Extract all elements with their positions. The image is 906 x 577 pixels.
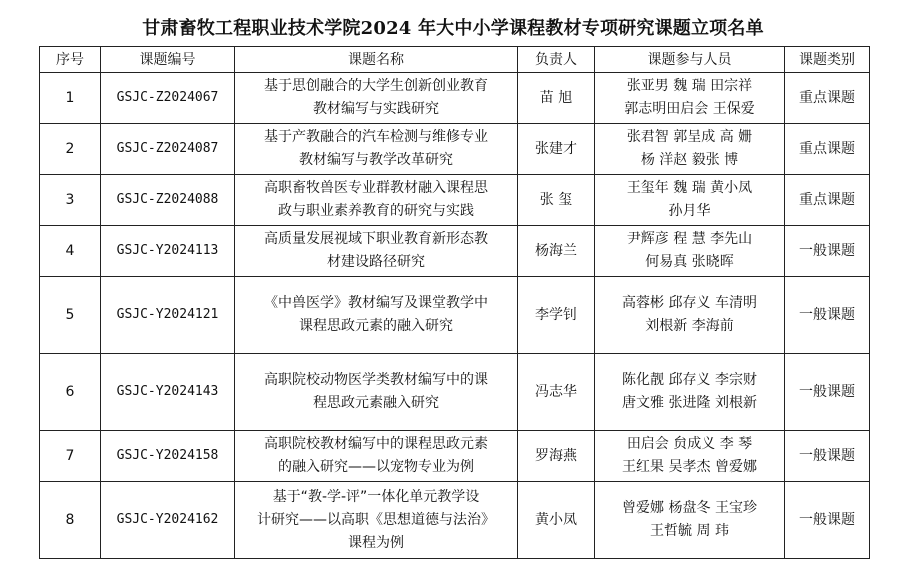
- row-name: 基于“教-学-评”一体化单元教学设 计研究——以高职《思想道德与法治》 课程为例: [235, 482, 518, 559]
- table-row: [40, 482, 870, 559]
- table-row: [40, 175, 870, 226]
- row-no: 2: [40, 124, 101, 175]
- row-leader: 罗海燕: [518, 431, 595, 482]
- row-name: 基于思创融合的大学生创新创业教育 教材编写与实践研究: [235, 73, 518, 124]
- row-no: 4: [40, 226, 101, 277]
- row-code: GSJC-Y2024143: [101, 354, 235, 431]
- row-members: 曾爱娜 杨盘冬 王宝珍 王哲毓 周 玮: [595, 482, 785, 559]
- row-code: GSJC-Y2024162: [101, 482, 235, 559]
- table-row: [40, 226, 870, 277]
- row-no: 5: [40, 277, 101, 354]
- row-members: 田启会 贠成义 李 琴 王红果 吴孝杰 曾爱娜: [595, 431, 785, 482]
- header-code: 课题编号: [101, 47, 235, 73]
- row-code: GSJC-Z2024067: [101, 73, 235, 124]
- row-name: 高职院校动物医学类教材编写中的课 程思政元素融入研究: [235, 354, 518, 431]
- header-leader: 负责人: [518, 47, 595, 73]
- row-leader: 张建才: [518, 124, 595, 175]
- row-no: 3: [40, 175, 101, 226]
- row-name: 高职畜牧兽医专业群教材融入课程思 政与职业素养教育的研究与实践: [235, 175, 518, 226]
- row-members: 高蓉彬 邱存义 车清明 刘根新 李海前: [595, 277, 785, 354]
- row-leader: 冯志华: [518, 354, 595, 431]
- row-name: 高职院校教材编写中的课程思政元素 的融入研究——以宠物专业为例: [235, 431, 518, 482]
- row-members: 尹辉彦 程 慧 李先山 何易真 张晓晖: [595, 226, 785, 277]
- table-row: [40, 354, 870, 431]
- row-no: 6: [40, 354, 101, 431]
- header-members: 课题参与人员: [595, 47, 785, 73]
- row-leader: 张 玺: [518, 175, 595, 226]
- row-name: 高质量发展视域下职业教育新形态教 材建设路径研究: [235, 226, 518, 277]
- row-code: GSJC-Y2024113: [101, 226, 235, 277]
- row-category: 一般课题: [785, 354, 870, 431]
- table-row: [40, 277, 870, 354]
- row-no: 7: [40, 431, 101, 482]
- document-title: 甘肃畜牧工程职业技术学院2024 年大中小学课程教材专项研究课题立项名单: [142, 18, 764, 39]
- row-members: 陈化靓 邱存义 李宗财 唐文雅 张进隆 刘根新: [595, 354, 785, 431]
- table-row: [40, 431, 870, 482]
- row-category: 一般课题: [785, 482, 870, 559]
- row-name: 《中兽医学》教材编写及课堂教学中 课程思政元素的融入研究: [235, 277, 518, 354]
- header-no: 序号: [40, 47, 101, 73]
- row-code: GSJC-Y2024158: [101, 431, 235, 482]
- row-members: 王玺年 魏 瑞 黄小凤 孙月华: [595, 175, 785, 226]
- row-no: 1: [40, 73, 101, 124]
- row-leader: 黄小凤: [518, 482, 595, 559]
- row-code: GSJC-Z2024087: [101, 124, 235, 175]
- table-header-row: [40, 47, 870, 73]
- table-row: [40, 124, 870, 175]
- table-row: [40, 73, 870, 124]
- row-members: 张君智 郭呈成 高 姗 杨 洋赵 毅张 博: [595, 124, 785, 175]
- header-name: 课题名称: [235, 47, 518, 73]
- row-category: 重点课题: [785, 73, 870, 124]
- row-leader: 李学钊: [518, 277, 595, 354]
- row-members: 张亚男 魏 瑞 田宗祥 郭志明田启会 王保爱: [595, 73, 785, 124]
- row-category: 重点课题: [785, 175, 870, 226]
- row-no: 8: [40, 482, 101, 559]
- row-name: 基于产教融合的汽车检测与维修专业 教材编写与教学改革研究: [235, 124, 518, 175]
- header-category: 课题类别: [785, 47, 870, 73]
- project-table: [39, 46, 870, 559]
- row-category: 一般课题: [785, 226, 870, 277]
- row-category: 重点课题: [785, 124, 870, 175]
- row-category: 一般课题: [785, 431, 870, 482]
- row-leader: 杨海兰: [518, 226, 595, 277]
- row-code: GSJC-Z2024088: [101, 175, 235, 226]
- row-category: 一般课题: [785, 277, 870, 354]
- row-leader: 苗 旭: [518, 73, 595, 124]
- row-code: GSJC-Y2024121: [101, 277, 235, 354]
